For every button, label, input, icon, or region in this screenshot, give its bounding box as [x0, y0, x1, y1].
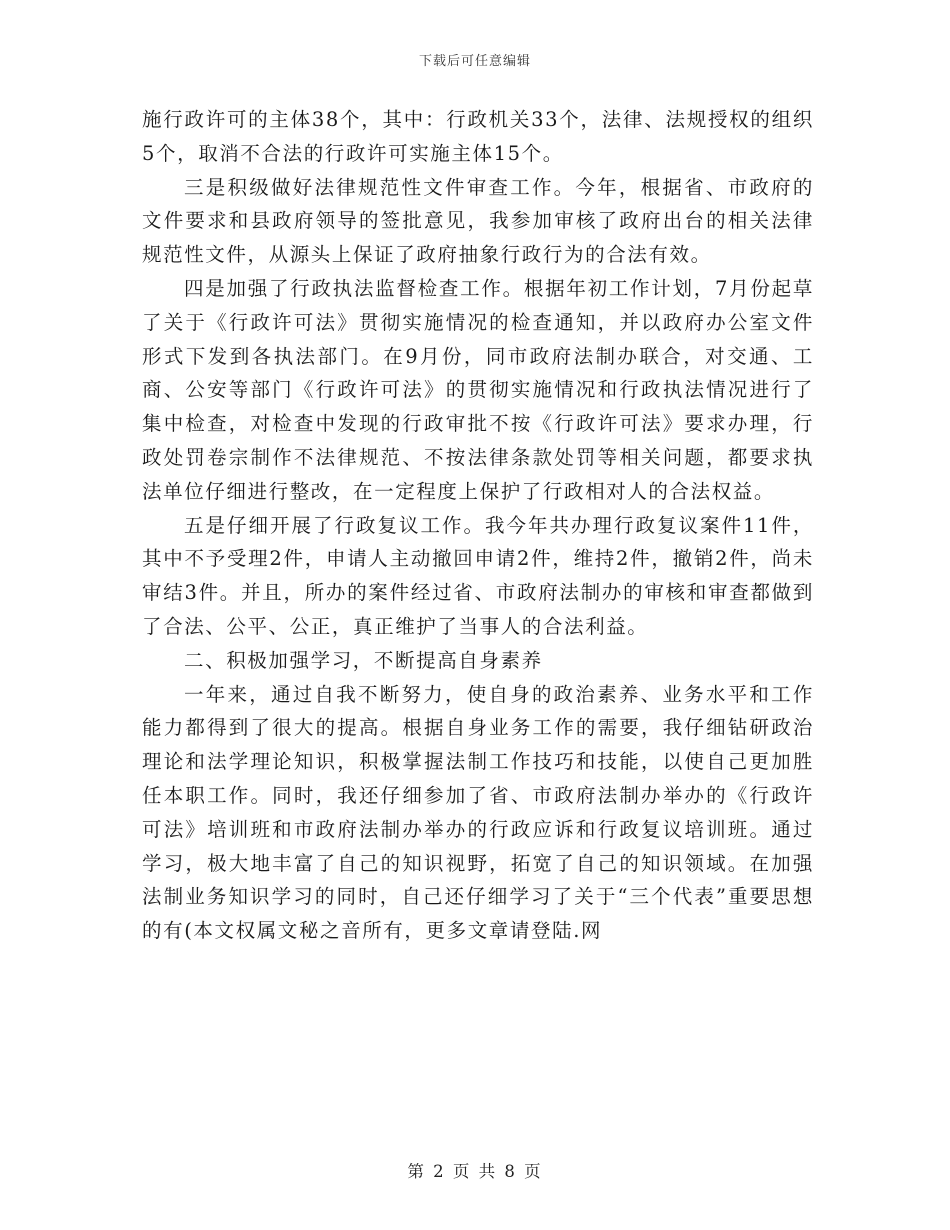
page-header: 下载后可任意编辑 [418, 54, 531, 69]
paragraph: 五是仔细开展了行政复议工作。我今年共办理行政复议案件11件，其中不予受理2件，申请人主动撤回申请2件，维持2件，撤销2件，尚未审结3件。并且，所办的案件经过省、市政府法制办的审核和审查都做到了合法、公平、公正，真正维护了当事人的合法利益。 [142, 513, 814, 638]
paragraph: 三是积级做好法律规范性文件审查工作。今年，根据省、市政府的文件要求和县政府领导的签批意见，我参加审核了政府出台的相关法律规范性文件，从源头上保证了政府抽象行政行为的合法有效。 [142, 175, 814, 267]
page-number-footer: 第 2 页 共 8 页 [407, 1162, 543, 1181]
document-body [142, 103, 814, 948]
paragraph: 四是加强了行政执法监督检查工作。根据年初工作计划，7月份起草了关于《行政许可法》贯彻实施情况的检查通知，并以政府办公室文件形式下发到各执法部门。在9月份，同市政府法制办联合，对交通、工商、公安等部门《行政许可法》的贯彻实施情况和行政执法情况进行了集中检查，对检查中发现的行政审批不按《行政许可法》要求办理，行政处罚卷宗制作不法律规范、不按法律条款处罚等相关问题，都要求执法单位仔细进行整改，在一定程度上保护了行政相对人的合法权益。 [142, 276, 814, 503]
paragraph: 施行政许可的主体38个，其中：行政机关33个，法律、法规授权的组织5个，取消不合法的行政许可实施主体15个。 [142, 108, 814, 165]
paragraph: 一年来，通过自我不断努力，使自身的政治素养、业务水平和工作能力都得到了很大的提高。根据自身业务工作的需要，我仔细钻研政治理论和法学理论知识，积极掌握法制工作技巧和技能，以使自己更加胜任本职工作。同时，我还仔细参加了省、市政府法制办举办的《行政许可法》培训班和市政府法制办举办的行政应诉和行政复议培训班。通过学习，极大地丰富了自己的知识视野，拓宽了自己的知识领域。在加强法制业务知识学习的同时，自己还仔细学习了关于“三个代表”重要思想的有(本文权属文秘之音所有，更多文章请登陆.网 [142, 682, 814, 943]
section-heading: 二、积极加强学习，不断提高自身素养 [184, 648, 543, 672]
